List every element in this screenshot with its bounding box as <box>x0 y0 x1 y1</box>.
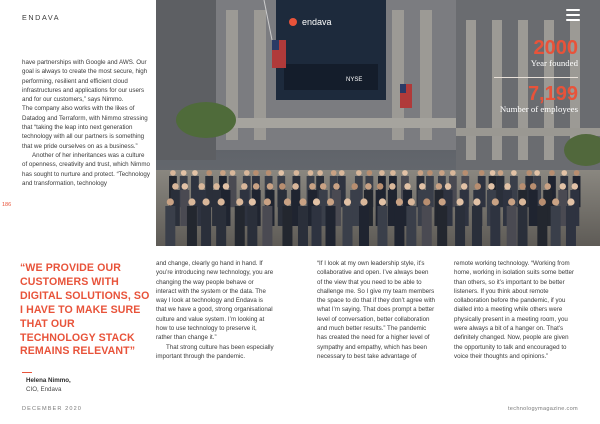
person-head <box>572 183 578 189</box>
person-silhouette <box>490 206 500 246</box>
person-head <box>519 198 526 205</box>
person-head <box>488 183 494 189</box>
person-head <box>544 183 550 189</box>
page-number: 186 <box>2 202 12 208</box>
person-head <box>423 198 430 205</box>
banner-nyse-text: NYSE <box>346 77 363 83</box>
person-head <box>367 170 373 176</box>
person-head <box>402 170 408 176</box>
person-head <box>498 170 504 176</box>
person-head <box>445 183 451 189</box>
person-silhouette <box>201 206 211 246</box>
stat-year-founded <box>531 38 578 68</box>
person-silhouette <box>298 206 308 246</box>
person-silhouette <box>507 206 517 246</box>
person-silhouette <box>537 206 547 246</box>
quote-divider <box>22 372 32 373</box>
person-head <box>344 198 351 205</box>
person-head <box>530 183 536 189</box>
person-head <box>574 170 580 176</box>
person-head <box>439 198 446 205</box>
person-head <box>567 198 574 205</box>
person-head <box>182 183 188 189</box>
person-head <box>278 170 284 176</box>
stat-divider <box>494 77 578 78</box>
person-head <box>534 170 540 176</box>
stat-label: Year founded <box>530 58 578 68</box>
person-head <box>223 183 229 189</box>
person-silhouette <box>472 206 482 246</box>
person-silhouette <box>312 206 322 246</box>
person-head <box>279 183 285 189</box>
quote-author-name: Helena Nimmo, <box>26 377 71 384</box>
person-head <box>320 183 326 189</box>
person-silhouette <box>187 206 197 246</box>
person-head <box>188 198 195 205</box>
person-silhouette <box>235 206 245 246</box>
person-silhouette <box>529 190 538 226</box>
person-silhouette <box>247 206 257 246</box>
paragraph: That strong culture has been especially important through the pandemic. <box>156 343 274 360</box>
person-head <box>436 183 442 189</box>
banner-brand-text: endava <box>302 17 332 27</box>
person-head <box>308 170 314 176</box>
person-head <box>419 183 425 189</box>
person-head <box>253 170 259 176</box>
person-head <box>356 170 362 176</box>
person-head <box>450 170 456 176</box>
person-head <box>389 183 395 189</box>
person-head <box>167 198 174 205</box>
person-head <box>309 183 315 189</box>
person-head <box>294 170 300 176</box>
person-head <box>181 170 187 176</box>
person-head <box>560 183 566 189</box>
person-head <box>339 170 345 176</box>
person-head <box>198 183 204 189</box>
person-head <box>317 170 323 176</box>
stat-value: 7,199 <box>527 83 578 105</box>
quote-author-title: CIO, Endava <box>26 386 62 393</box>
person-head <box>379 198 386 205</box>
person-head <box>253 183 259 189</box>
person-head <box>244 170 250 176</box>
person-head <box>526 170 532 176</box>
person-head <box>439 170 445 176</box>
person-head <box>519 183 525 189</box>
stat-value: 2000 <box>533 37 578 59</box>
paragraph: remote working technology. “Working from home, working in isolation suits some better than others, so it’s important to be better listeners. If you think about remote collaboration before the pandemic, if you dialled into a meeting while others were physically present in a meeting room, you were always a bit of a hanger on. That’s definitely changed. Now, people are given the opportunity to talk and encouraged to voice their thoughts and opinions.” <box>454 260 575 360</box>
left-column-text <box>22 58 150 188</box>
paragraph: have partnerships with Google and AWS. Our goal is always to create the most secure, high performing, resilient and efficient cloud infrastructures and applications for our users and for our customers,” says Nimmo. <box>22 59 148 104</box>
person-silhouette <box>326 206 336 246</box>
person-head <box>365 183 371 189</box>
person-head <box>549 170 555 176</box>
paragraph: “If I look at my own leadership style, it’s collaborative and open. I’ve always been of the view that you need to be able to challenge me. So I give my team members the space to do that if they don’t agree with what I’m saying. That does prompt a better level of conversation, better collaboration and much better results.” The pandemic has created the need for a higher level of sympathy and empathy, which has been necessary to best take advantage of <box>317 260 435 360</box>
person-head <box>220 170 226 176</box>
person-silhouette <box>422 206 432 246</box>
person-head <box>561 170 567 176</box>
paragraph: The company also works with the likes of Datadog and Terraform, with Nimmo stressing that “taking the leap into next generation technology with all our partners is something that we pride ourselves on as a business.” <box>22 105 148 150</box>
person-head <box>508 198 515 205</box>
person-silhouette <box>165 206 175 246</box>
person-head <box>552 198 559 205</box>
person-head <box>511 170 517 176</box>
menu-icon[interactable] <box>566 9 580 21</box>
person-silhouette <box>455 206 465 246</box>
person-head <box>539 198 546 205</box>
person-silhouette <box>551 206 561 246</box>
pull-quote: “WE PROVIDE OUR CUSTOMERS WITH DIGITAL SOLUTIONS, SO I HAVE TO MAKE SURE THAT OUR TECHNOLOGY STACK REMAINS RELEVANT” <box>20 262 150 358</box>
person-head <box>333 183 339 189</box>
person-head <box>313 198 320 205</box>
person-head <box>351 183 357 189</box>
person-silhouette <box>377 206 387 246</box>
person-head <box>284 198 291 205</box>
brand-name: ENDAVA <box>22 13 61 22</box>
person-silhouette <box>262 206 272 246</box>
person-head <box>331 170 337 176</box>
person-head <box>473 198 480 205</box>
person-silhouette <box>343 206 353 246</box>
person-head <box>408 198 415 205</box>
person-head <box>327 198 334 205</box>
paragraph: Another of her inheritances was a culture of openness, creativity and trust, which Nimmo has sought to nurture and protect. “Technology and transformation, technology <box>22 151 150 187</box>
column-1-text <box>156 259 274 361</box>
stat-employees <box>488 84 578 114</box>
person-silhouette <box>406 206 416 246</box>
person-silhouette <box>216 206 226 246</box>
person-head <box>427 170 433 176</box>
person-head <box>377 183 383 189</box>
person-silhouette <box>566 206 576 246</box>
person-silhouette <box>282 206 292 246</box>
person-silhouette <box>437 206 447 246</box>
person-head <box>461 183 467 189</box>
person-head <box>230 170 236 176</box>
person-head <box>360 198 367 205</box>
footer-date: DECEMBER 2020 <box>22 406 83 412</box>
person-head <box>170 170 176 176</box>
person-head <box>475 183 481 189</box>
person-head <box>241 183 247 189</box>
person-head <box>192 170 198 176</box>
person-head <box>249 198 256 205</box>
person-head <box>299 198 306 205</box>
person-head <box>266 170 272 176</box>
person-head <box>172 183 178 189</box>
column-2-text <box>317 259 435 361</box>
person-head <box>218 198 225 205</box>
paragraph: and change, clearly go hand in hand. If you’re introducing new technology, you are changing the way people behave or interact with the system or the data. The way I look at technology and Endava is that we have a good, strong organisational culture and value system. I’m looking at how to use technology to preserve it, rather than change it.” <box>156 260 274 342</box>
person-head <box>390 170 396 176</box>
column-3-text <box>454 259 578 361</box>
person-head <box>267 183 273 189</box>
person-head <box>490 170 496 176</box>
person-head <box>462 170 468 176</box>
person-head <box>264 198 271 205</box>
person-silhouette <box>394 206 404 246</box>
person-head <box>396 198 403 205</box>
person-silhouette <box>359 206 369 246</box>
person-head <box>479 170 485 176</box>
person-head <box>418 170 424 176</box>
footer-site: technologymagazine.com <box>507 406 578 412</box>
stat-label: Number of employees <box>499 104 578 114</box>
person-head <box>504 183 510 189</box>
person-head <box>492 198 499 205</box>
person-head <box>292 183 298 189</box>
person-head <box>456 198 463 205</box>
person-head <box>379 170 385 176</box>
person-head <box>213 183 219 189</box>
person-head <box>404 183 410 189</box>
person-silhouette <box>518 206 528 246</box>
person-head <box>202 198 209 205</box>
person-head <box>206 170 212 176</box>
person-head <box>236 198 243 205</box>
